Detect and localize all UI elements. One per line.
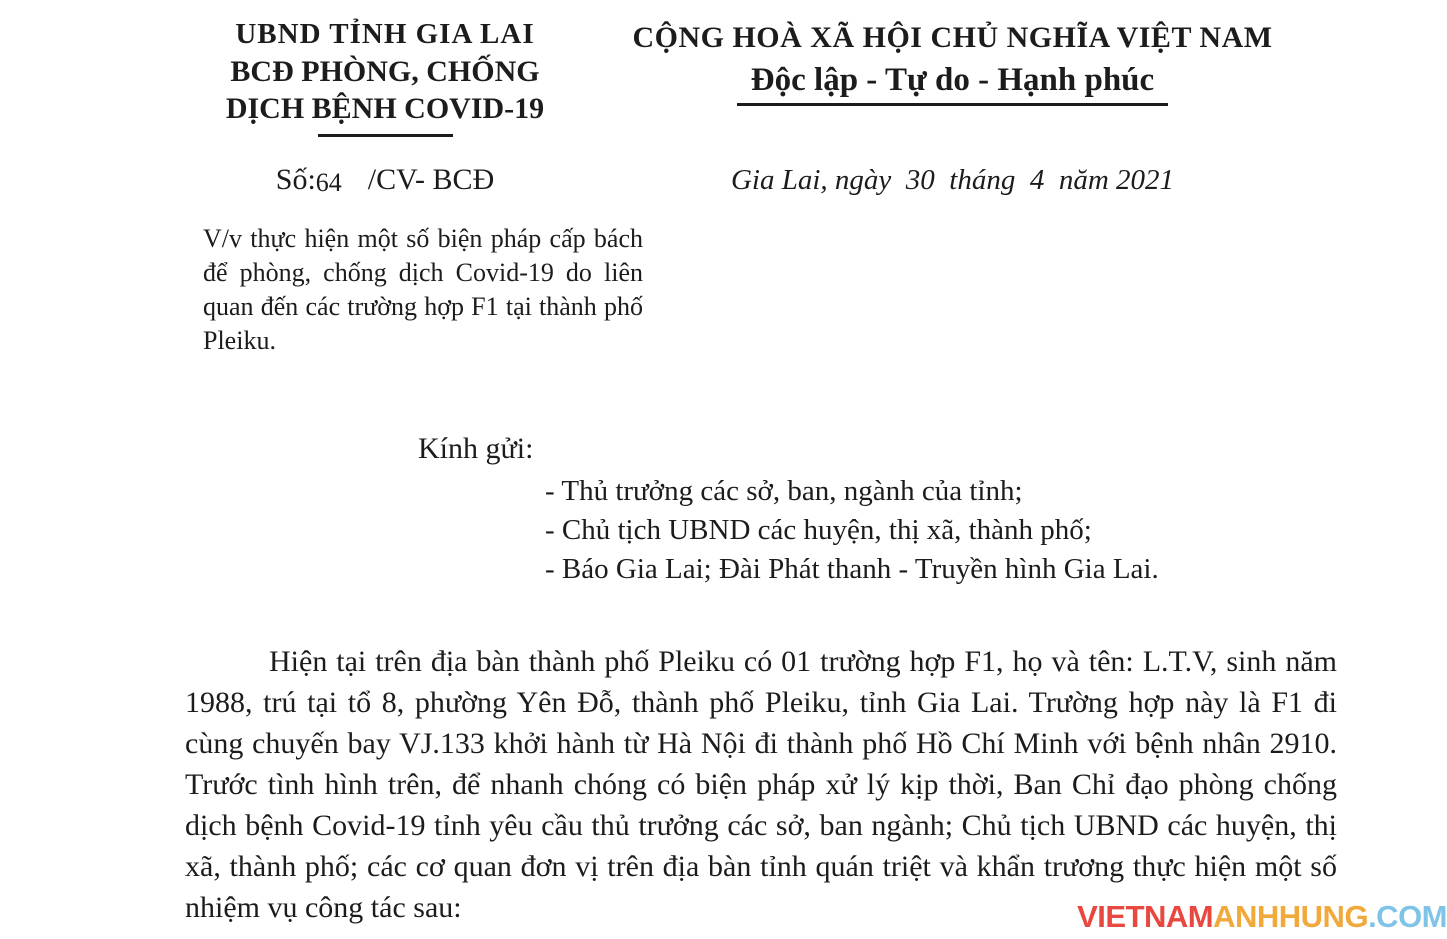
national-motto-wrap bbox=[615, 62, 1290, 106]
national-header-block bbox=[615, 18, 1290, 106]
watermark-part-anhhung: ANHHUNG bbox=[1213, 899, 1369, 934]
committee-name-line1: BCĐ PHÒNG, CHỐNG bbox=[230, 55, 540, 88]
authority-name: UBND TỈNH GIA LAI bbox=[235, 18, 535, 50]
salutation: Kính gửi: bbox=[418, 432, 534, 465]
document-number-suffix: /CV- BCĐ bbox=[367, 163, 495, 196]
document-number-value: 64 bbox=[315, 168, 342, 197]
national-title: CỘNG HOÀ XÃ HỘI CHỦ NGHĨA VIỆT NAM bbox=[632, 21, 1273, 54]
national-motto: Độc lập - Tự do - Hạnh phúc bbox=[737, 62, 1168, 106]
body-paragraph: Hiện tại trên địa bàn thành phố Pleiku có 01 trường hợp F1, họ và tên: L.T.V, sinh năm 1988, trú tại tổ 8, phường Yên Đỗ, thành phố Pleiku, tỉnh Gia Lai. Trường hợp này là F1 đi cùng chuyến bay VJ.133 khởi hành từ Hà Nội đi thành phố Hồ Chí Minh với bệnh nhân 2910. Trước tình hình trên, để nhanh chóng có biện pháp xử lý kịp thời, Ban Chỉ đạo phòng chống dịch bệnh Covid-19 tỉnh yêu cầu thủ trưởng các sở, ban ngành; Chủ tịch UBND các huyện, thị xã, thành phố; các cơ quan đơn vị trên địa bàn tỉnh quán triệt và khẩn trương thực hiện một số nhiệm vụ công tác sau: bbox=[185, 645, 1337, 924]
watermark-part-vietnam: VIETNAM bbox=[1077, 899, 1214, 934]
document-number-line bbox=[175, 163, 595, 197]
site-watermark bbox=[1077, 899, 1447, 935]
watermark-part-com: .COM bbox=[1368, 899, 1447, 934]
recipient-list bbox=[545, 472, 1159, 589]
recipient-item: - Báo Gia Lai; Đài Phát thanh - Truyền hình Gia Lai. bbox=[545, 553, 1159, 585]
committee-name-line2: DỊCH BỆNH COVID-19 bbox=[225, 92, 545, 125]
recipient-item: - Chủ tịch UBND các huyện, thị xã, thành phố; bbox=[545, 514, 1092, 546]
place-date-line: Gia Lai, ngày 30 tháng 4 năm 2021 bbox=[730, 164, 1175, 196]
header-left-divider bbox=[318, 134, 453, 137]
recipient-item: - Thủ trưởng các sở, ban, ngành của tỉnh; bbox=[545, 475, 1023, 507]
issuing-authority-block bbox=[175, 16, 595, 137]
document-number-label: Số: bbox=[275, 163, 316, 196]
document-subject: V/v thực hiện một số biện pháp cấp bách để phòng, chống dịch Covid-19 do liên quan đến các trường hợp F1 tại thành phố Pleiku. bbox=[203, 224, 643, 355]
